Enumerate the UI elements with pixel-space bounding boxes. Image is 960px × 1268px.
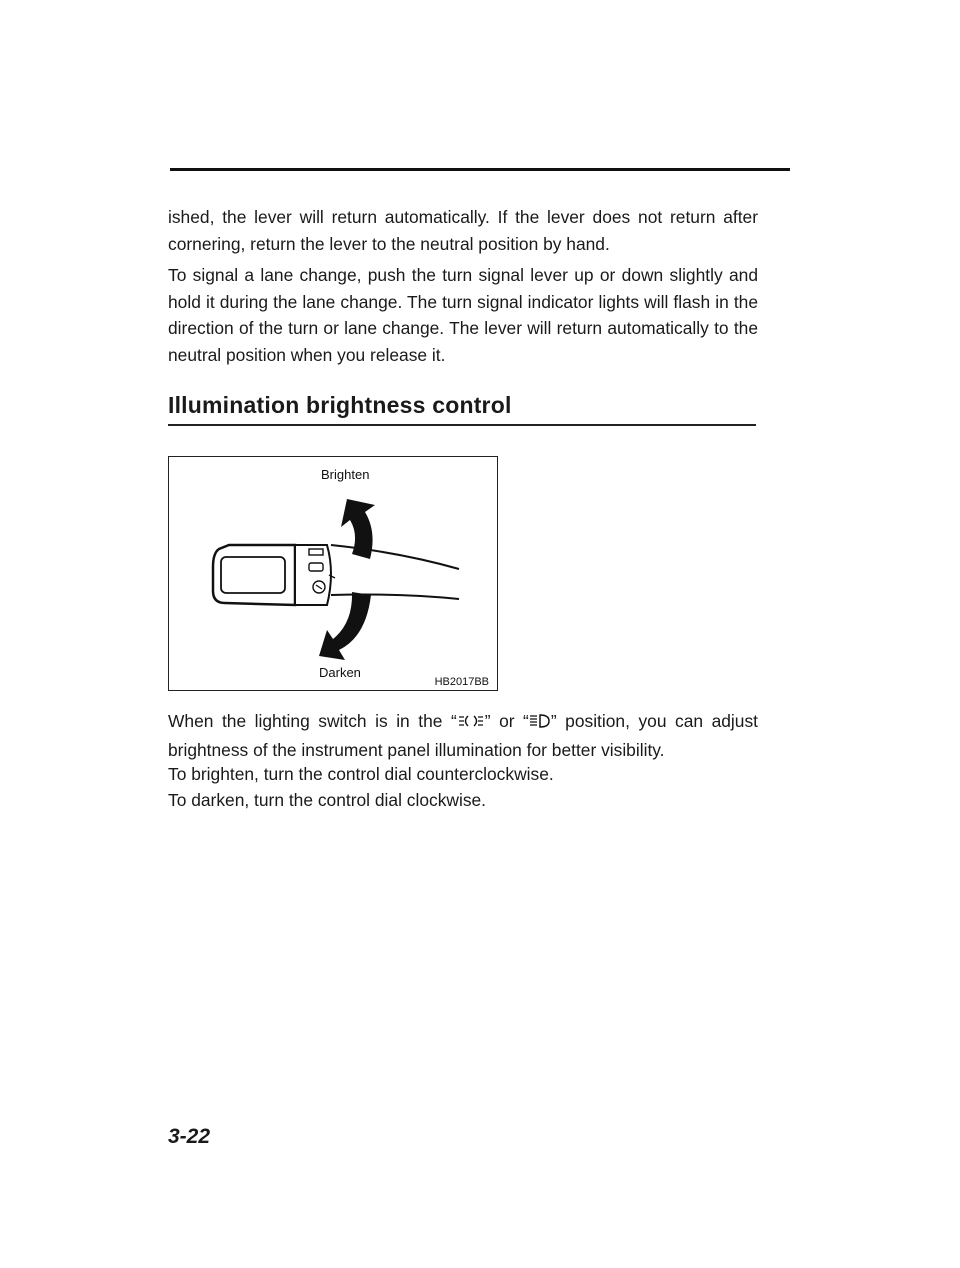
lane-change-paragraph: To signal a lane change, push the turn signal lever up or down slightly and hold it during the lane change. The turn signal indicator lights will flash in the direction of the turn or lane change. The lever will return automatically to the neutral position when you release it. (168, 265, 758, 365)
figure-code: HB2017BB (434, 676, 489, 688)
parking-light-icon (457, 710, 485, 737)
darken-label: Darken (319, 665, 361, 680)
top-rule (170, 168, 790, 171)
headlight-icon (529, 710, 551, 737)
darken-instruction: To darken, turn the control dial clockwise. (168, 790, 487, 810)
instruction-paragraph (168, 708, 758, 763)
instruction-part1: When the lighting switch is in the “ (168, 711, 457, 731)
instruction-part3: ” position, you can adjust brightness of the instrument panel illumination for better visibility. (168, 711, 758, 760)
instruction-part2: ” or “ (484, 711, 529, 731)
lever-drawing (169, 457, 499, 692)
lever-illustration (168, 456, 498, 691)
brighten-instruction: To brighten, turn the control dial counterclockwise. (168, 764, 554, 784)
heading-rule (168, 424, 756, 426)
brighten-label: Brighten (321, 467, 370, 482)
continued-paragraph: ished, the lever will return automatically. If the lever does not return after cornering, return the lever to the neutral position by hand. (168, 207, 758, 254)
section-title: Illumination brightness control (168, 392, 512, 418)
page-number: 3-22 (168, 1125, 211, 1148)
